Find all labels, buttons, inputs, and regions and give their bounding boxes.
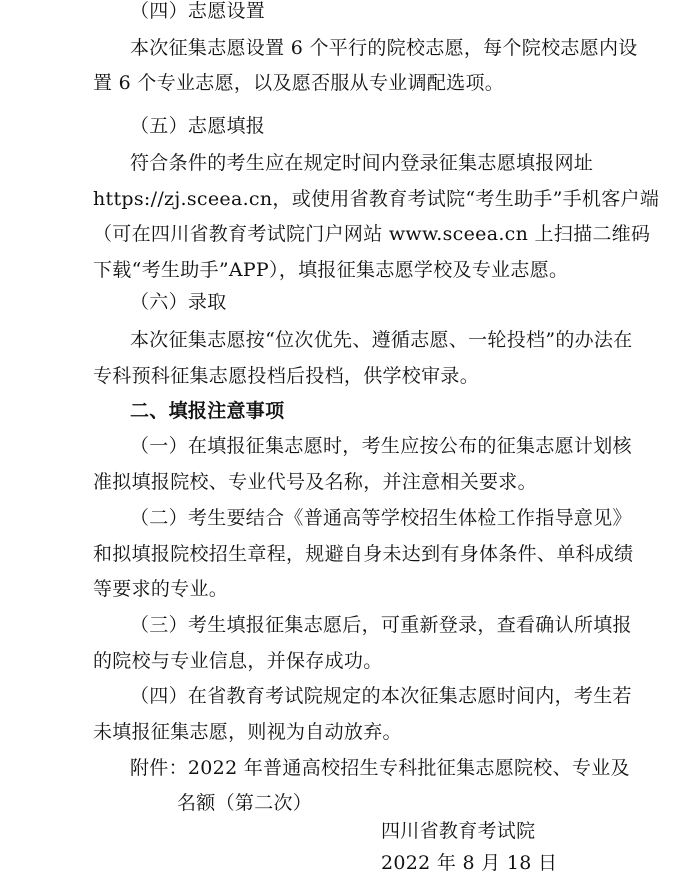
heading-voluntary-fill: （五）志愿填报: [130, 115, 266, 137]
issue-date: 2022 年 8 月 18 日: [381, 852, 558, 874]
paragraph-line: （四）在省教育考试院规定的本次征集志愿时间内，考生若: [130, 685, 632, 707]
paragraph-line: 下载“考生助手”APP），填报征集志愿学校及专业志愿。: [93, 259, 569, 281]
paragraph-line: （一）在填报征集志愿时，考生应按公布的征集志愿计划核: [130, 435, 632, 457]
paragraph-line: 本次征集志愿设置 6 个平行的院校志愿，每个院校志愿内设: [130, 37, 638, 59]
paragraph-line: 置 6 个专业志愿，以及愿否服从专业调配选项。: [93, 72, 505, 94]
heading-voluntary-setup: （四）志愿设置: [130, 0, 266, 22]
paragraph-line: 本次征集志愿按“位次优先、遵循志愿、一轮投档”的办法在: [130, 329, 633, 351]
section-heading-notes: 二、填报注意事项: [130, 400, 285, 422]
paragraph-line: 未填报征集志愿，则视为自动放弃。: [93, 721, 402, 743]
issuer-signature: 四川省教育考试院: [381, 820, 536, 842]
paragraph-line: 和拟填报院校招生章程，规避自身未达到有身体条件、单科成绩: [93, 543, 634, 565]
heading-admission: （六）录取: [130, 291, 227, 313]
paragraph-line: 的院校与专业信息，并保存成功。: [93, 650, 383, 672]
paragraph-line: （三）考生填报征集志愿后，可重新登录，查看确认所填报: [130, 614, 632, 636]
attachment-line: 附件：2022 年普通高校招生专科批征集志愿院校、专业及: [130, 757, 630, 779]
attachment-line: 名额（第二次）: [177, 792, 313, 814]
paragraph-line: 符合条件的考生应在规定时间内登录征集志愿填报网址: [130, 152, 594, 174]
paragraph-line: 等要求的专业。: [93, 578, 229, 600]
paragraph-line: 专科预科征集志愿投档后投档，供学校审录。: [93, 365, 480, 387]
paragraph-line: https://zj.sceea.cn，或使用省教育考试院“考生助手”手机客户端: [93, 188, 660, 210]
paragraph-line: （可在四川省教育考试院门户网站 www.sceea.cn 上扫描二维码: [93, 223, 651, 245]
paragraph-line: （二）考生要结合《普通高等学校招生体检工作指导意见》: [130, 507, 632, 529]
paragraph-line: 准拟填报院校、专业代号及名称，并注意相关要求。: [93, 471, 537, 493]
